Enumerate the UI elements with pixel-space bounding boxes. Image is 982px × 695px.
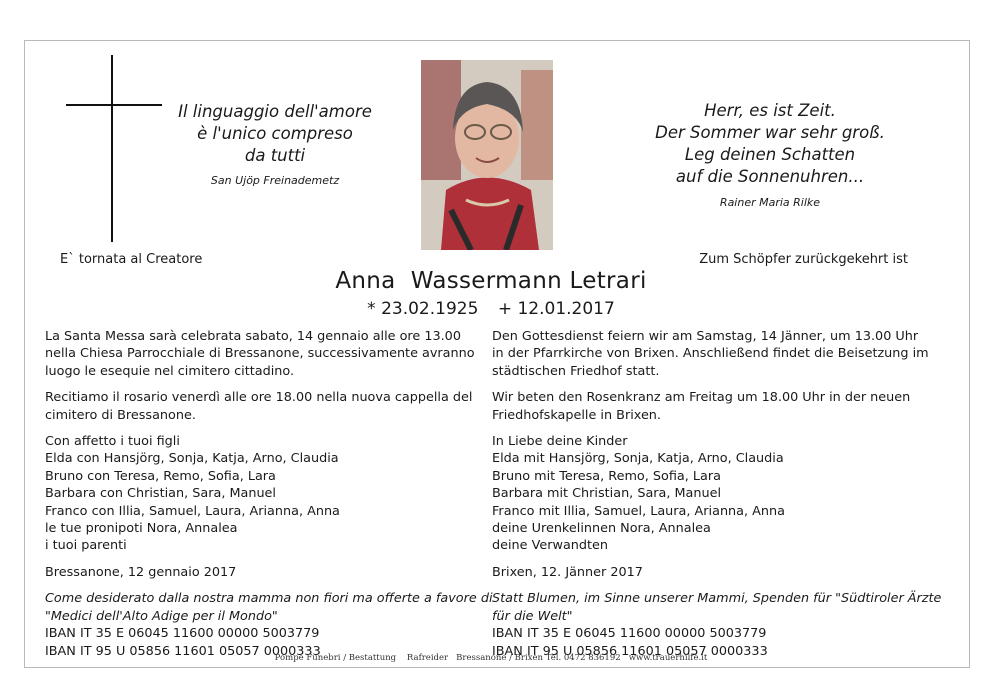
quote-author: Rainer Maria Rilke [719, 196, 821, 209]
quote-line: Der Sommer war sehr groß. [655, 123, 885, 142]
family-line: Elda mit Hansjörg, Sonja, Katja, Arno, Claudia [492, 451, 784, 467]
family-line: Elda con Hansjörg, Sonja, Katja, Arno, Claudia [45, 451, 339, 467]
left-quote [150, 101, 400, 187]
iban-line: IBAN IT 35 E 06045 11600 00000 5003779 [45, 626, 320, 642]
mass-text: La Santa Messa sarà celebrata sabato, 14 gennaio alle ore 13.00 nella Chiesa Parrocchiale di Bressanone, successivamente avranno luogo le esequie nel cimitero cittadino. [45, 329, 475, 379]
donation-note [45, 590, 493, 660]
family-line: Bruno mit Teresa, Remo, Sofia, Lara [492, 468, 721, 484]
family-line: le tue pronipoti Nora, Annalea [45, 521, 238, 537]
cross-icon [111, 55, 113, 242]
place-date: Brixen, 12. Jänner 2017 [492, 564, 643, 580]
donation-line: Come desiderato dalla nostra mamma non fiori ma offerte a favore di [45, 591, 493, 607]
family-line: In Liebe deine Kinder [492, 434, 628, 450]
family-line: deine Verwandten [492, 538, 609, 554]
italian-column [45, 328, 493, 660]
life-dates [0, 299, 982, 319]
birth-date: * 23.02.1925 [367, 299, 479, 319]
family-list [45, 433, 490, 555]
family-line: deine Urenkelinnen Nora, Annalea [492, 521, 711, 537]
rosary-text: Wir beten den Rosenkranz am Freitag um 18.00 Uhr in der neuen Friedhofskapelle in Brixen. [492, 390, 911, 423]
family-line: Barbara con Christian, Sara, Manuel [45, 486, 276, 502]
family-line: Franco con Illia, Samuel, Laura, Arianna, Anna [45, 503, 340, 519]
family-line: Bruno con Teresa, Remo, Sofia, Lara [45, 468, 276, 484]
donation-note [492, 590, 942, 660]
quote-line: è l'unico compreso [197, 124, 353, 143]
quote-line: da tutti [244, 146, 306, 165]
family-line: i tuoi parenti [45, 538, 127, 554]
rosary-text: Recitiamo il rosario venerdì alle ore 18.00 nella nuova cappella del cimitero di Bressanone. [45, 390, 473, 423]
family-line: Franco mit Illia, Samuel, Laura, Arianna, Anna [492, 503, 785, 519]
family-line: Con affetto i tuoi figli [45, 434, 180, 450]
funeral-home-footer: Pompe Funebri / Bestattung Rafreider Bressanone / Brixen Tel. 0472 836192 www.trauerhilfe.it [274, 653, 708, 663]
returned-italian: E` tornata al Creatore [60, 252, 203, 267]
quote-line: auf die Sonnenuhren... [675, 167, 865, 186]
mass-text: Den Gottesdienst feiern wir am Samstag, 14 Jänner, um 13.00 Uhr in der Pfarrkirche von Brixen. Anschließend findet die Beisetzung im städtischen Friedhof statt. [492, 329, 929, 379]
returned-german: Zum Schöpfer zurückgekehrt ist [699, 252, 908, 267]
quote-line: Herr, es ist Zeit. [704, 101, 836, 120]
family-list [492, 433, 932, 555]
death-date: + 12.01.2017 [497, 299, 615, 319]
deceased-name: Anna Wassermann Letrari [335, 268, 647, 294]
donation-line: Statt Blumen, im Sinne unserer Mammi, Spenden für "Südtiroler Ärzte [492, 591, 942, 607]
right-quote [630, 100, 910, 209]
iban-line: IBAN IT 35 E 06045 11600 00000 5003779 [492, 626, 767, 642]
place-date: Bressanone, 12 gennaio 2017 [45, 564, 237, 580]
quote-line: Leg deinen Schatten [684, 145, 856, 164]
portrait-photo [421, 60, 553, 250]
german-column [492, 328, 942, 660]
quote-author: San Ujöp Freinademetz [210, 174, 340, 187]
donation-line: für die Welt" [492, 608, 573, 624]
iban-line: IBAN IT 95 U 05856 11601 05057 0000333 [45, 643, 321, 659]
cross-icon-bar [66, 104, 162, 106]
iban-line: IBAN IT 95 U 05856 11601 05057 0000333 [492, 643, 768, 659]
family-line: Barbara mit Christian, Sara, Manuel [492, 486, 722, 502]
quote-line: Il linguaggio dell'amore [178, 102, 372, 121]
donation-line: "Medici dell'Alto Adige per il Mondo" [45, 608, 278, 624]
